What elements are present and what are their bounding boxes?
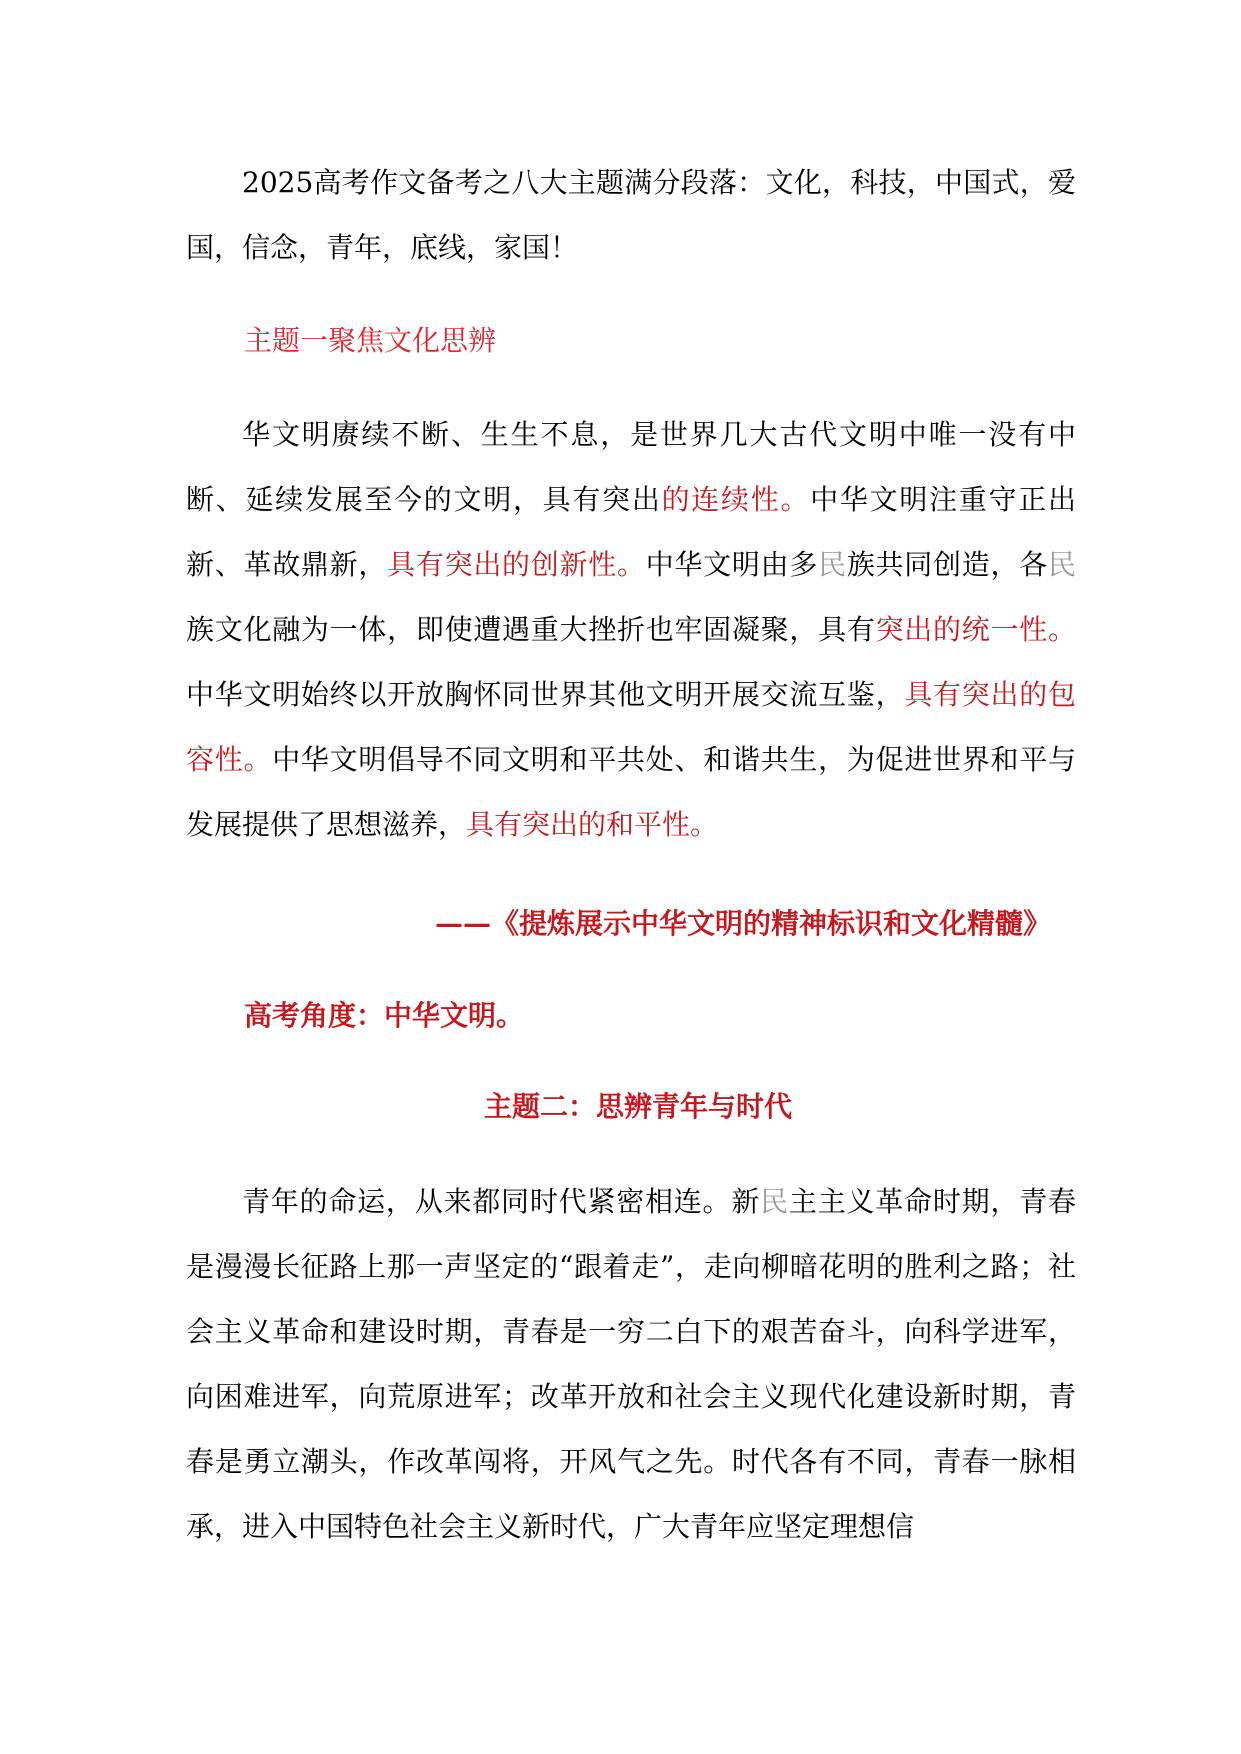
highlight-text: 具有突出的包容性。 — [186, 678, 1076, 776]
quote-source: ——《提炼展示中华文明的精神标识和文化精髓》 — [434, 907, 1051, 940]
section1-paragraph — [186, 402, 1076, 857]
grey-char: 民 — [760, 1185, 789, 1218]
text-run: 主主义革命时期，青春是漫漫长征路上那一声坚定的“跟着走”，走向柳暗花明的胜利之路；社会主义革命和建设时期，青春是一穷二白下的艰苦奋斗，向科学进军，向困难进军，向荒原进军；改革开放和社会主义现代化建设新时期，青春是勇立潮头，作改革闯将，开风气之先。时代各有不同，青春一脉相承，进入中国特色社会主义新时代，广大青年应坚定理想信 — [186, 1185, 1076, 1543]
text-run: 中华文明始终以开放胸怀同世界其他文明开展交流互鉴， — [186, 678, 905, 711]
highlight-text: 的连续性。 — [661, 483, 811, 516]
text-run: 族共同创造，各 — [846, 548, 1048, 581]
section2-paragraph — [186, 1169, 1076, 1559]
text-run: 中华文明由多 — [645, 548, 819, 581]
gaokao-angle: 高考角度：中华文明。 — [244, 999, 525, 1032]
grey-char: 民 — [1047, 548, 1076, 581]
text-run: 族文化融为一体，即使遭遇重大挫折也牢固凝聚，具有 — [186, 613, 876, 646]
highlight-text: 具有突出的创新性。 — [387, 548, 646, 581]
text-run: 中华文明注重守正出新、革故鼎新， — [186, 483, 1076, 581]
title-text: 2025高考作文备考之八大主题满分段落：文化，科技，中国式，爱国，信念，青年，底线，家国！ — [186, 166, 1076, 264]
grey-char: 民 — [818, 548, 847, 581]
highlight-text: 突出的统一性。 — [875, 613, 1076, 646]
text-run: 中华文明倡导不同文明和平共处、和谐共生，为促进世界和平与发展提供了思想滋养， — [186, 743, 1076, 841]
section2-heading: 主题二：思辨青年与时代 — [484, 1090, 793, 1123]
text-run: 青年的命运，从来都同时代紧密相连。新 — [242, 1185, 761, 1218]
section1-heading: 主题一聚焦文化思辨 — [244, 324, 497, 357]
highlight-text: 具有突出的和平性。 — [466, 808, 719, 841]
document-title — [186, 150, 1076, 280]
text-run: 华文明赓续不断、生生不息，是世界几大古代文明中唯一没有中断、延续发展至今的文明，具有突出 — [186, 418, 1076, 516]
